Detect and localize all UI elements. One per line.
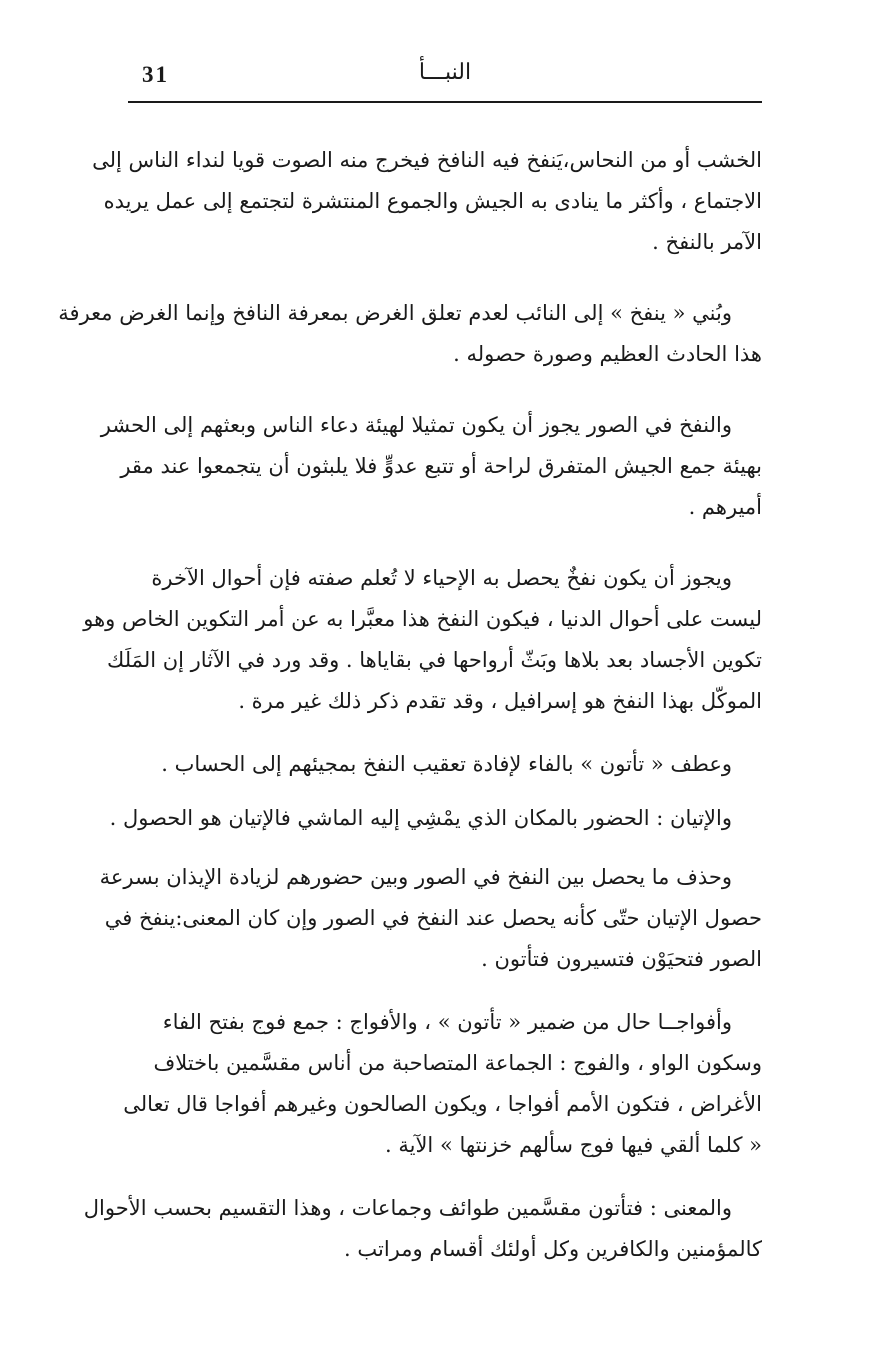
text-line: والمعنى : فتأتون مقسَّمين طوائف وجماعات ، وهذا التقسيم بحسب الأحوال: [83, 1196, 732, 1220]
text-line: الموكّل بهذا النفخ هو إسرافيل ، وقد تقدم ذكر ذلك غير مرة .: [238, 689, 762, 713]
text-line: والنفخ في الصور يجوز أن يكون تمثيلا لهيئة دعاء الناس وبعثهم إلى الحشر: [100, 413, 732, 437]
text-line: الأغراض ، فتكون الأمم أفواجا ، ويكون الصالحون وغيرهم أفواجا قال تعالى: [123, 1092, 762, 1116]
header-divider: [128, 101, 762, 103]
text-line: وأفواجــا حال من ضمير « تأتون » ، والأفواج : جمع فوج بفتح الفاء: [162, 1010, 732, 1034]
text-line: « كلما ألقي فيها فوج سألهم خزنتها » الآية .: [385, 1133, 762, 1157]
text-line: هذا الحادث العظيم وصورة حصوله .: [453, 342, 762, 366]
paragraph-9: [83, 1188, 762, 1270]
text-line: وسكون الواو ، والفوج : الجماعة المتصاحبة من أناس مقسَّمين باختلاف: [153, 1051, 762, 1075]
running-title: النبـــأ: [418, 60, 472, 85]
text-line: ليست على أحوال الدنيا ، فيكون النفخ هذا معبَّرا به عن أمر التكوين الخاص وهو: [83, 607, 762, 631]
paragraph-5: [128, 744, 762, 785]
text-line: تكوين الأجساد بعد بلاها وبَثّ أرواحها في بقاياها . وقد ورد في الآثار إن المَلَك: [107, 648, 762, 672]
text-line: الصور فتحيَوْن فتسيرون فتأتون .: [481, 947, 762, 971]
paragraph-7: [99, 857, 762, 980]
page-number: 31: [142, 62, 169, 87]
text-line: والإتيان : الحضور بالمكان الذي يمْشِي إليه الماشي فالإتيان هو الحصول .: [109, 806, 732, 830]
text-line: الاجتماع ، وأكثر ما ينادى به الجيش والجموع المنتشرة لتجتمع إلى عمل يريده: [103, 189, 762, 213]
text-line: وعطف « تأتون » بالفاء لإفادة تعقيب النفخ بمجيئهم إلى الحساب .: [161, 752, 732, 776]
text-line: ويجوز أن يكون نفخٌ يحصل به الإحياء لا تُعلم صفته فإن أحوال الآخرة: [151, 566, 732, 590]
text-line: الآمر بالنفخ .: [652, 230, 762, 254]
text-line: وحذف ما يحصل بين النفخ في الصور وبين حضورهم لزيادة الإيذان بسرعة: [99, 865, 732, 889]
text-line: الخشب أو من النحاس،يَنفخ فيه النافخ فيخرج منه الصوت قويا لنداء الناس إلى: [92, 148, 762, 172]
text-line: حصول الإتيان حتّى كأنه يحصل عند النفخ في الصور وإن كان المعنى:ينفخ في: [104, 906, 762, 930]
text-line: كالمؤمنين والكافرين وكل أولئك أقسام ومراتب .: [344, 1237, 762, 1261]
body-text: [58, 140, 762, 1270]
text-line: أميرهم .: [688, 495, 762, 519]
paragraph-6: [109, 798, 762, 839]
paragraph-8: [123, 1002, 762, 1166]
text-line: وبُني « ينفخ » إلى النائب لعدم تعلق الغرض بمعرفة النافخ وإنما الغرض معرفة: [58, 301, 732, 325]
paragraph-2: [58, 293, 762, 375]
text-line: بهيئة جمع الجيش المتفرق لراحة أو تتبع عدوٍّ فلا يلبثون أن يتجمعوا عند مقر: [120, 454, 762, 478]
paragraph-4: [83, 558, 762, 722]
paragraph-3: [100, 405, 762, 528]
paragraph-1: [92, 140, 762, 263]
page-header: [128, 58, 762, 100]
